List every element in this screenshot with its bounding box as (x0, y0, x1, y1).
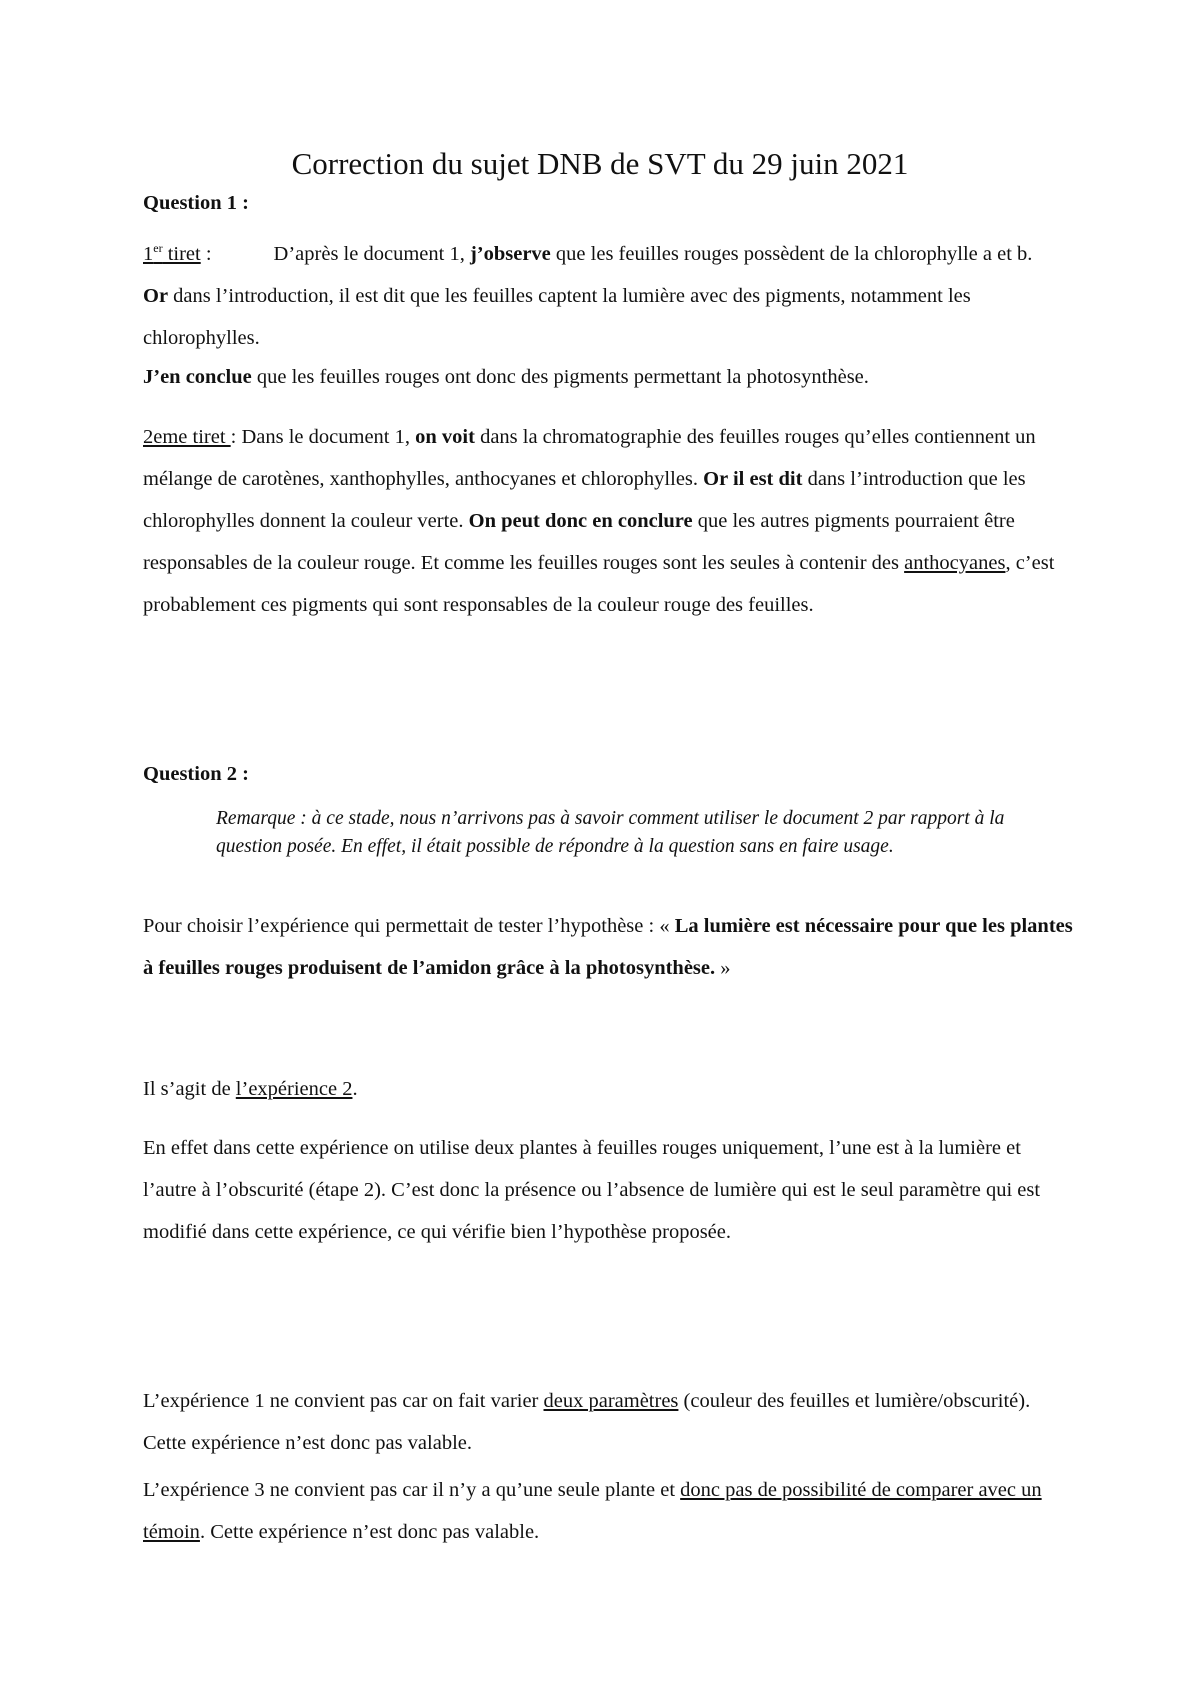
question-2-paragraph-5: L’expérience 3 ne convient pas car il n’y a qu’une seule plante et donc pas de possibilité de comparer avec un témoin. Cette expérience n’est donc pas valable. (143, 1479, 1042, 1543)
tiret-2-label: 2eme tiret (143, 426, 231, 448)
question-2-paragraph-2: Il s’agit de l’expérience 2. (143, 1078, 358, 1100)
document-title: Correction du sujet DNB de SVT du 29 juin 2021 (291, 146, 909, 181)
question-1-paragraph-3: 2eme tiret : Dans le document 1, on voit dans la chromatographie des feuilles rouges qu’elles contiennent un mélange de carotènes, xanthophylles, anthocyanes et chlorophylles. Or il est dit dans l’introduction que les chlorophylles donnent la couleur verte. On peut donc en conclure que les autres pigments pourraient être responsables de la couleur rouge. Et comme les feuilles rouges sont les seules à contenir des anthocyanes, c’est probablement ces pigments qui sont responsables de la couleur rouge des feuilles. (143, 426, 1055, 616)
question-1-paragraph-2: J’en conclue que les feuilles rouges ont donc des pigments permettant la photosynthèse. (143, 366, 869, 388)
question-1-paragraph-1: 1er tiret : D’après le document 1, j’observe que les feuilles rouges possèdent de la chlorophylle a et b. Or dans l’introduction, il est dit que les feuilles captent la lumière avec des pigments, notamment les chlorophylles. (143, 241, 1033, 349)
question-2-paragraph-1: Pour choisir l’expérience qui permettait de tester l’hypothèse : « La lumière est nécessaire pour que les plantes à feuilles rouges produisent de l’amidon grâce à la photosynthèse. » (143, 915, 1073, 979)
question-2-paragraph-4: L’expérience 1 ne convient pas car on fait varier deux paramètres (couleur des feuilles et lumière/obscurité). Cette expérience n’est donc pas valable. (143, 1390, 1031, 1454)
question-2-heading: Question 2 : (143, 763, 249, 785)
tiret-1-label: 1er tiret (143, 241, 201, 265)
question-1-heading: Question 1 : (143, 192, 249, 214)
question-2-remark: Remarque : à ce stade, nous n’arrivons pas à savoir comment utiliser le document 2 par rapport à la question posée. En effet, il était possible de répondre à la question sans en faire usage. (216, 808, 1005, 857)
question-2-paragraph-3: En effet dans cette expérience on utilise deux plantes à feuilles rouges uniquement, l’une est à la lumière et l’autre à l’obscurité (étape 2). C’est donc la présence ou l’absence de lumière qui est le seul paramètre qui est modifié dans cette expérience, ce qui vérifie bien l’hypothèse proposée. (143, 1137, 1041, 1243)
